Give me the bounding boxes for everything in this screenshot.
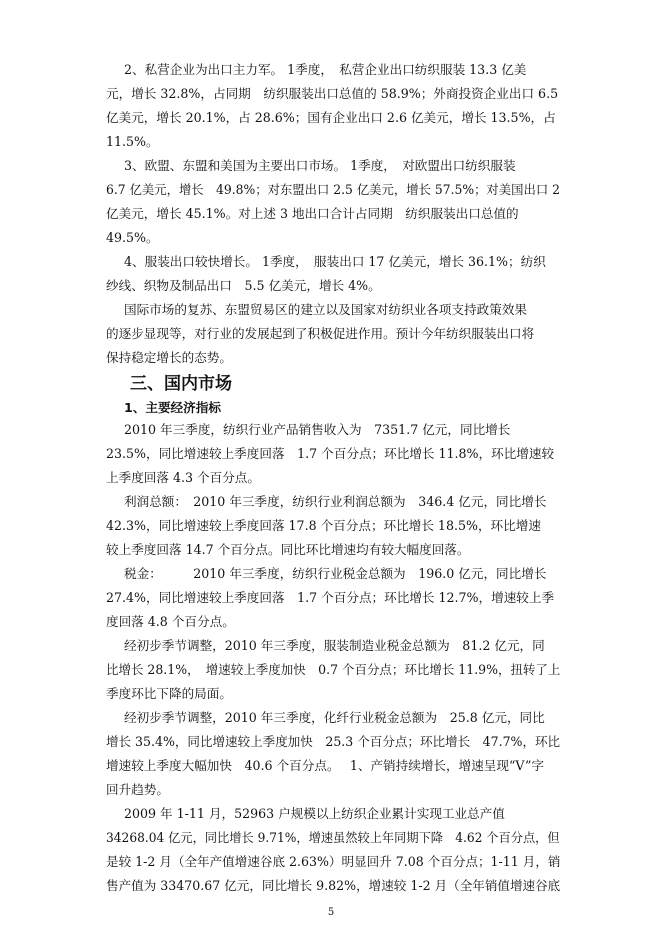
text-line: 49.5%。: [106, 230, 159, 245]
text-line: 税金： 2010 年三季度，纺织行业税金总额为 196.0 亿元，同比增长: [124, 566, 547, 581]
text-line: 国际市场的复苏、东盟贸易区的建立以及国家对纺织业各项支持政策效果: [124, 302, 527, 317]
text-line: 保持稳定增长的态势。: [106, 350, 232, 365]
text-line: 11.5%。: [106, 134, 159, 149]
text-line: 季度环比下降的局面。: [106, 686, 232, 701]
text-line: 是较 1-2 月（全年产值增速谷底 2.63%）明显回升 7.08 个百分点；1-11 月，销: [106, 854, 561, 869]
page-number: 5: [327, 907, 335, 918]
text-line: 34268.04 亿元，同比增长 9.71%，增速虽然较上年同期下降 4.62 个百分点，但: [106, 830, 560, 845]
text-line: 的逐步显现等，对行业的发展起到了积极促进作用。预计今年纺织服装出口将: [106, 326, 535, 341]
text-line: 42.3%，同比增速较上季度回落 17.8 个百分点；环比增长 18.5%，环比增速: [106, 518, 541, 533]
text-line: 2、私营企业为出口主力军。 1季度， 私营企业出口纺织服装 13.3 亿美: [124, 62, 527, 77]
text-line: 6.7 亿美元，增长 49.8%；对东盟出口 2.5 亿美元，增长 57.5%；对美国出口 2: [106, 182, 560, 197]
text-line: 回升趋势。: [106, 782, 169, 797]
text-line: 27.4%，同比增速较上季度回落 1.7 个百分点；环比增长 12.7%，增速较上季: [106, 590, 555, 605]
text-line: 亿美元，增长 20.1%，占 28.6%；国有企业出口 2.6 亿美元，增长 13.5%，占: [106, 110, 556, 125]
text-line: 增长 35.4%，同比增速较上季度加快 25.3 个百分点；环比增长 47.7%，环比: [106, 734, 561, 749]
text-line: 4、服装出口较快增长。 1季度， 服装出口 17 亿美元，增长 36.1%；纺织: [124, 254, 546, 269]
text-line: 售产值为 33470.67 亿元，同比增长 9.82%，增速较 1-2 月（全年销值增速谷底: [106, 878, 561, 893]
text-line: 经初步季节调整，2010 年三季度，化纤行业税金总额为 25.8 亿元，同比: [124, 710, 545, 725]
text-line: 比增长 28.1%， 增速较上季度加快 0.7 个百分点；环比增长 11.9%，扭转了上: [106, 662, 561, 677]
text-line: 利润总额： 2010 年三季度，纺织行业利润总额为 346.4 亿元，同比增长: [124, 494, 547, 509]
text-line: 纱线、织物及制品出口 5.5 亿美元，增长 4%。: [106, 278, 381, 293]
text-line: 较上季度回落 14.7 个百分点。同比环比增速均有较大幅度回落。: [106, 542, 470, 557]
text-line: 2009 年 1-11 月，52963 户规模以上纺织企业累计实现工业总产值: [124, 806, 505, 821]
subsection-heading: 1、主要经济指标: [124, 400, 221, 415]
text-line: 3、欧盟、东盟和美国为主要出口市场。 1季度， 对欧盟出口纺织服装: [124, 158, 516, 173]
text-line: 23.5%，同比增速较上季度回落 1.7 个百分点；环比增长 11.8%，环比增速较: [106, 446, 555, 461]
text-line: 经初步季节调整，2010 年三季度，服装制造业税金总额为 81.2 亿元，同: [124, 638, 545, 653]
text-line: 元，增长 32.8%，占同期 纺织服装出口总值的 58.9%；外商投资企业出口 6.5: [106, 86, 559, 101]
section-heading: 三、国内市场: [130, 374, 232, 394]
text-line: 亿美元，增长 45.1%。对上述 3 地出口合计占同期 纺织服装出口总值的: [106, 206, 519, 221]
text-line: 度回落 4.8 个百分点。: [106, 614, 235, 629]
text-line: 增速较上季度大幅加快 40.6 个百分点。 1、产销持续增长，增速呈现“V”字: [106, 758, 545, 773]
text-line: 上季度回落 4.3 个百分点。: [106, 470, 260, 485]
text-line: 2010 年三季度，纺织行业产品销售收入为 7351.7 亿元，同比增长: [124, 422, 511, 437]
